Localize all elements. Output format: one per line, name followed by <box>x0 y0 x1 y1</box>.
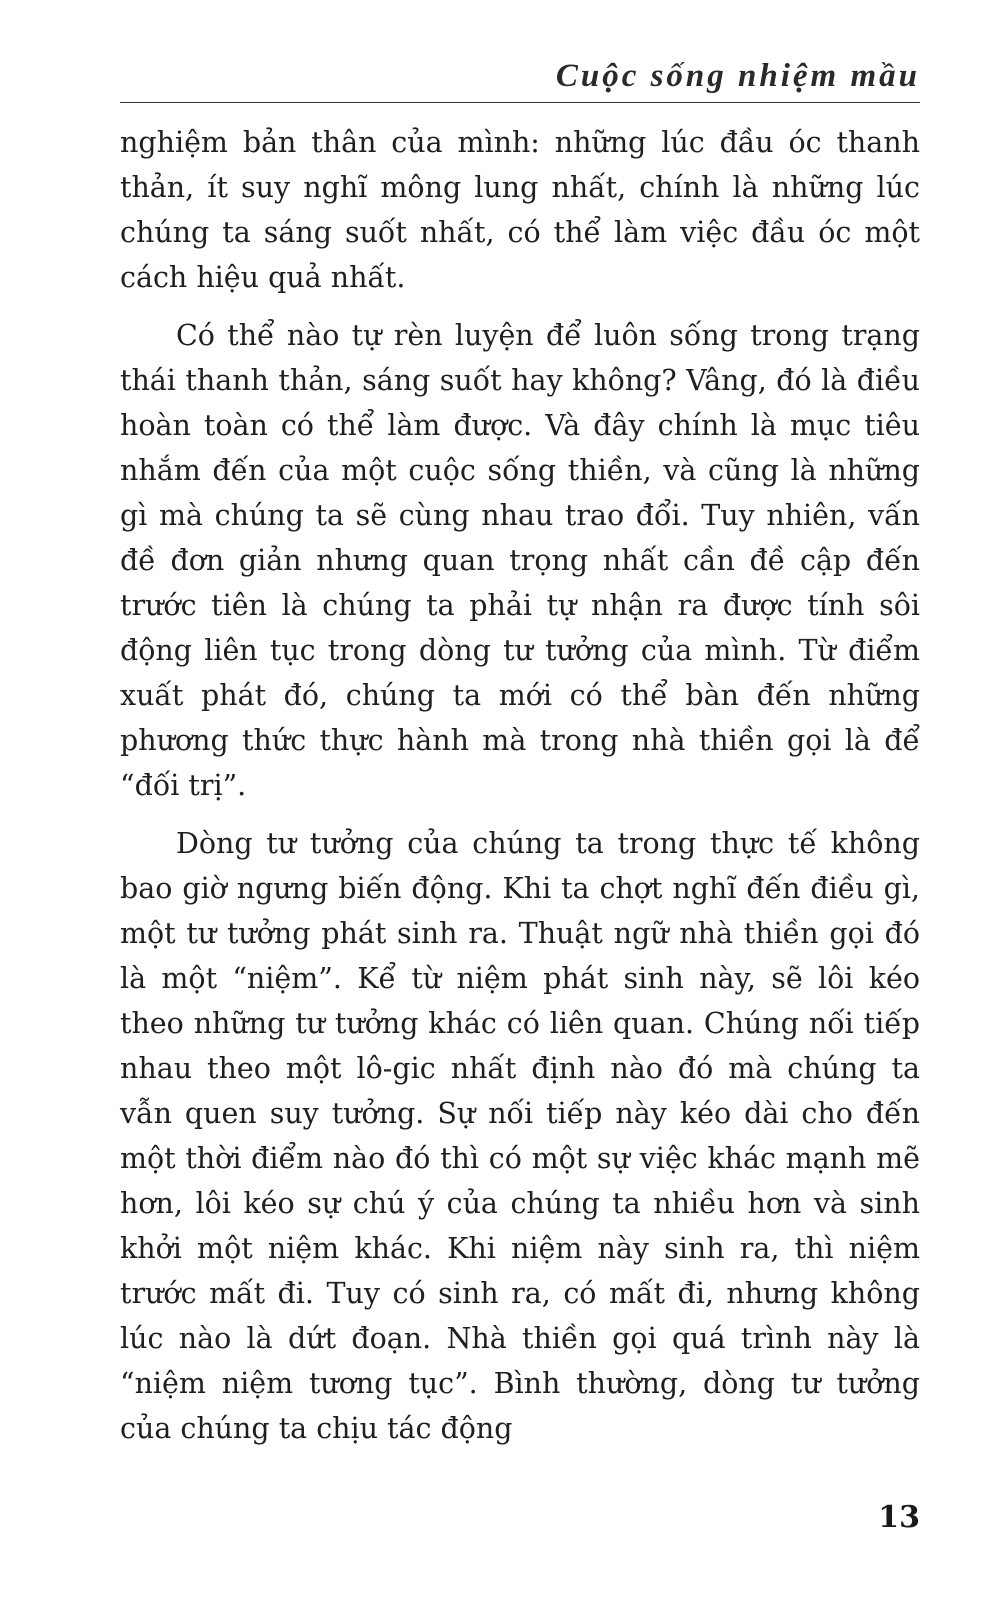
page-number: 13 <box>878 1500 920 1535</box>
paragraph: Dòng tư tưởng của chúng ta trong thực tế không bao giờ ngưng biến động. Khi ta chợt nghĩ đến điều gì, một tư tưởng phát sinh ra. Thuật ngữ nhà thiền gọi đó là một “niệm”. Kể từ niệm phát sinh này, sẽ lôi kéo theo những tư tưởng khác có liên quan. Chúng nối tiếp nhau theo một lô-gic nhất định nào đó mà chúng ta vẫn quen suy tưởng. Sự nối tiếp này kéo dài cho đến một thời điểm nào đó thì có một sự việc khác mạnh mẽ hơn, lôi kéo sự chú ý của chúng ta nhiều hơn và sinh khởi một niệm khác. Khi niệm này sinh ra, thì niệm trước mất đi. Tuy có sinh ra, có mất đi, nhưng không lúc nào là dứt đoạn. Nhà thiền gọi quá trình này là “niệm niệm tương tục”. Bình thường, dòng tư tưởng của chúng ta chịu tác động <box>120 827 920 1445</box>
paragraph-continuation: nghiệm bản thân của mình: những lúc đầu óc thanh thản, ít suy nghĩ mông lung nhất, chính là những lúc chúng ta sáng suốt nhất, có thể làm việc đầu óc một cách hiệu quả nhất. <box>120 126 920 294</box>
paragraph: Có thể nào tự rèn luyện để luôn sống trong trạng thái thanh thản, sáng suốt hay không? Vâng, đó là điều hoàn toàn có thể làm được. Và đây chính là mục tiêu nhắm đến của một cuộc sống thiền, và cũng là những gì mà chúng ta sẽ cùng nhau trao đổi. Tuy nhiên, vấn đề đơn giản nhưng quan trọng nhất cần đề cập đến trước tiên là chúng ta phải tự nhận ra được tính sôi động liên tục trong dòng tư tưởng của mình. Từ điểm xuất phát đó, chúng ta mới có thể bàn đến những phương thức thực hành mà trong nhà thiền gọi là để “đối trị”. <box>120 319 920 802</box>
running-header-title: Cuộc sống nhiệm mầu <box>120 50 920 103</box>
body-text <box>120 120 920 1464</box>
